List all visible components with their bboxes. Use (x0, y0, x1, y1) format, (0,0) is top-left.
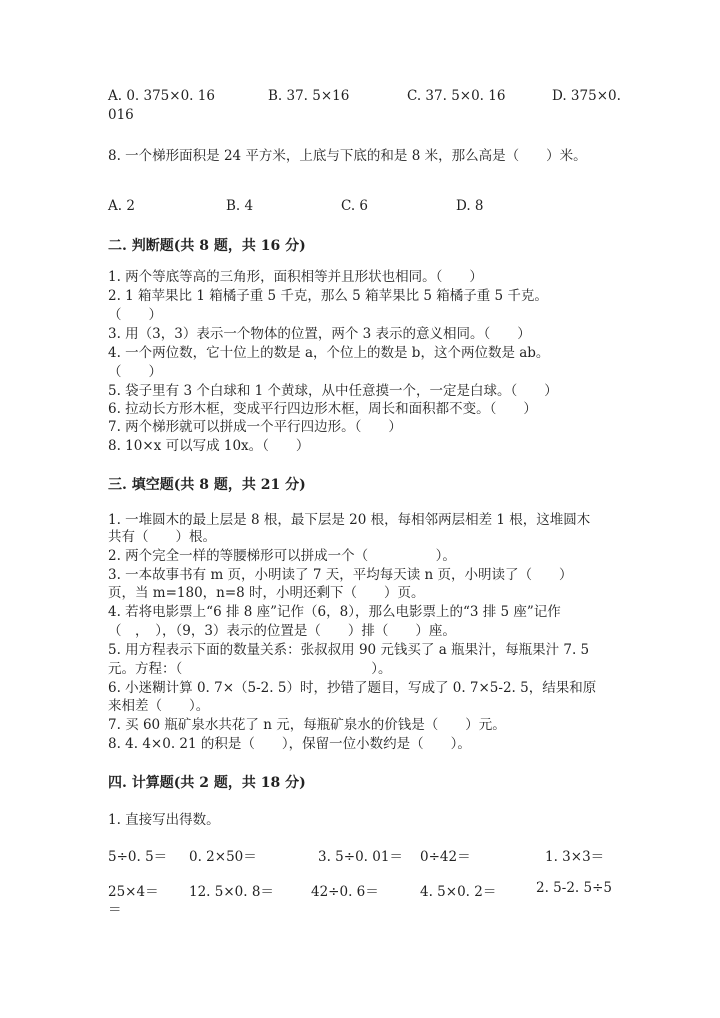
q8-option-a: A. 2 (108, 198, 135, 214)
fill-in-line: 5. 用方程表示下面的数量关系：张叔叔用 90 元钱买了 a 瓶果汁，每瓶果汁 7. 5 (108, 642, 590, 658)
calc-item: 3. 5÷0. 01＝ (318, 849, 403, 865)
judgement-line: 8. 10×x 可以写成 10x。（ ） (108, 438, 310, 454)
calc-item: 2. 5-2. 5÷5 (536, 880, 612, 896)
calc-item: 4. 5×0. 2＝ (420, 884, 497, 900)
judgement-line: 3. 用（3，3）表示一个物体的位置，两个 3 表示的意义相同。（ ） (108, 326, 531, 342)
q8-option-d: D. 8 (456, 198, 484, 214)
section-title-calculation: 四. 计算题(共 2 题，共 18 分) (108, 775, 306, 791)
option-d: D. 375×0. (552, 88, 621, 104)
calc-item: 5÷0. 5＝ (108, 849, 168, 865)
calc-item: 12. 5×0. 8＝ (189, 884, 274, 900)
fill-in-line: 6. 小迷糊计算 0. 7×（5-2. 5）时，抄错了题目，写成了 0. 7×5-2. 5，结果和原 (108, 680, 597, 696)
fill-in-line: 页，当 m=180，n=8 时，小明还剩下（ ）页。 (108, 585, 425, 601)
fill-in-line: 来相差（ ）。 (108, 698, 210, 714)
fill-in-line: 2. 两个完全一样的等腰梯形可以拼成一个（ ）。 (108, 548, 456, 564)
fill-in-line: 3. 一本故事书有 m 页，小明读了 7 天，平均每天读 n 页，小明读了（ ） (108, 567, 573, 583)
calc-item: 1. 3×3＝ (545, 849, 605, 865)
section-title-judgement: 二. 判断题(共 8 题，共 16 分) (108, 238, 306, 254)
calc-item: 0. 2×50＝ (189, 849, 257, 865)
judgement-line: 4. 一个两位数，它十位上的数是 a，个位上的数是 b，这个两位数是 ab。 (108, 345, 550, 361)
section-title-fill-in: 三. 填空题(共 8 题，共 21 分) (108, 477, 306, 493)
fill-in-line: 8. 4. 4×0. 21 的积是（ ），保留一位小数约是（ ）。 (108, 736, 471, 752)
option-a: A. 0. 375×0. 16 (108, 88, 215, 104)
q8-option-b: B. 4 (226, 198, 254, 214)
question-8: 8. 一个梯形面积是 24 平方米，上底与下底的和是 8 米，那么高是（ ）米。 (108, 148, 587, 164)
fill-in-line: 共有（ ）根。 (108, 529, 216, 545)
judgement-line: 7. 两个梯形就可以拼成一个平行四边形。（ ） (108, 419, 402, 435)
fill-in-line: 1. 一堆圆木的最上层是 8 根，最下层是 20 根，每相邻两层相差 1 根，这堆圆木 (108, 512, 591, 528)
fill-in-line: 7. 买 60 瓶矿泉水共花了 n 元，每瓶矿泉水的价钱是（ ）元。 (108, 717, 506, 733)
fill-in-line: 元。方程：（ ）。 (108, 661, 392, 677)
calc-item-continued: ＝ (108, 902, 122, 918)
option-b: B. 37. 5×16 (268, 88, 350, 104)
option-c: C. 37. 5×0. 16 (407, 88, 506, 104)
judgement-line: （ ） (108, 364, 162, 380)
calc-item: 42÷0. 6＝ (311, 884, 379, 900)
fill-in-line: （ ， ），（9，3）表示的位置是（ ）排（ ）座。 (108, 623, 456, 639)
calc-item: 25×4＝ (108, 884, 159, 900)
option-d-continued: 016 (108, 107, 134, 123)
judgement-line: 5. 袋子里有 3 个白球和 1 个黄球，从中任意摸一个，一定是白球。（ ） (108, 383, 558, 399)
q8-option-c: C. 6 (341, 198, 369, 214)
judgement-line: 1. 两个等底等高的三角形，面积相等并且形状也相同。（ ） (108, 269, 483, 285)
judgement-line: （ ） (108, 307, 162, 323)
judgement-line: 2. 1 箱苹果比 1 箱橘子重 5 千克，那么 5 箱苹果比 5 箱橘子重 5 千克。 (108, 288, 548, 304)
fill-in-line: 4. 若将电影票上“6 排 8 座”记作（6，8），那么电影票上的“3 排 5 座”记作 (108, 604, 561, 620)
calc-question-1: 1. 直接写出得数。 (108, 812, 220, 828)
calc-item: 0÷42＝ (420, 849, 471, 865)
judgement-line: 6. 拉动长方形木框，变成平行四边形木框，周长和面积都不变。（ ） (108, 401, 537, 417)
